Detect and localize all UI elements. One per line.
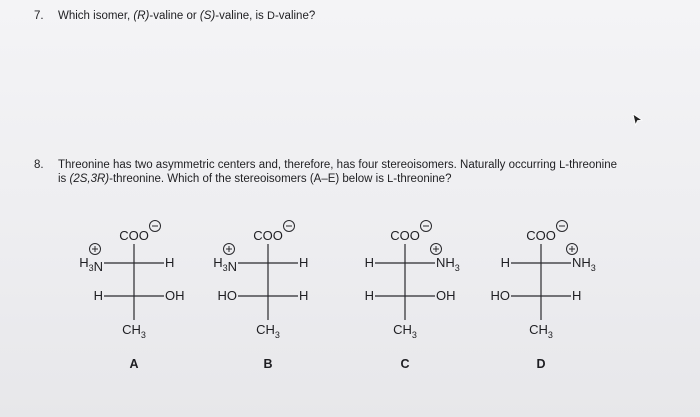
structure-a bbox=[79, 221, 184, 372]
row1-right-substituent: $NH_3$ bbox=[436, 255, 460, 273]
negative-charge-icon bbox=[150, 221, 161, 232]
row1-left-substituent: $H_3N$ bbox=[213, 255, 237, 274]
row1-right-substituent: $NH_3$ bbox=[572, 255, 596, 273]
row2-right-substituent: H bbox=[299, 288, 309, 303]
structure-c bbox=[365, 221, 460, 372]
methyl-label: $CH_3$ bbox=[393, 322, 417, 340]
row2-left-substituent: HO bbox=[217, 288, 237, 303]
question-8-line-2: is (2S,3R)-threonine. Which of the stereoisomers (A–E) below is L-threonine? bbox=[58, 173, 452, 185]
carboxylate-label: COO bbox=[526, 228, 556, 243]
question-8-line-1: 8. Threonine has two asymmetric centers and, therefore, has four stereoisomers. Naturally occurring L-threonine bbox=[34, 159, 618, 171]
row2-left-substituent: H bbox=[364, 288, 374, 303]
negative-charge-icon bbox=[421, 221, 432, 232]
row2-right-substituent: OH bbox=[436, 288, 456, 303]
positive-charge-icon bbox=[90, 244, 101, 255]
carboxylate-label: COO bbox=[390, 228, 420, 243]
row1-left-substituent: H bbox=[364, 255, 374, 270]
positive-charge-icon bbox=[567, 244, 578, 255]
question-8-number: 8. bbox=[34, 159, 44, 171]
question-7-text: Which isomer, (R)-valine or (S)-valine, is D-valine? bbox=[58, 10, 316, 22]
structure-d bbox=[491, 221, 596, 372]
positive-charge-icon bbox=[224, 244, 235, 255]
methyl-label: $CH_3$ bbox=[122, 322, 146, 340]
row2-right-substituent: OH bbox=[165, 288, 185, 303]
row1-right-substituent: H bbox=[165, 255, 175, 270]
row2-left-substituent: H bbox=[93, 288, 103, 303]
negative-charge-icon bbox=[284, 221, 295, 232]
carboxylate-label: COO bbox=[119, 228, 149, 243]
question-7-number: 7. bbox=[34, 10, 44, 22]
row1-left-substituent: H bbox=[500, 255, 510, 270]
structure-letter: D bbox=[536, 357, 546, 371]
carboxylate-label: COO bbox=[253, 228, 283, 243]
negative-charge-icon bbox=[557, 221, 568, 232]
structure-letter: B bbox=[263, 357, 273, 371]
row2-right-substituent: H bbox=[572, 288, 582, 303]
row1-left-substituent: $H_3N$ bbox=[79, 255, 103, 274]
positive-charge-icon bbox=[431, 244, 442, 255]
structure-letter: C bbox=[400, 357, 410, 371]
row2-left-substituent: HO bbox=[490, 288, 510, 303]
structure-b bbox=[213, 221, 308, 372]
row1-right-substituent: H bbox=[299, 255, 309, 270]
methyl-label: $CH_3$ bbox=[529, 322, 553, 340]
methyl-label: $CH_3$ bbox=[256, 322, 280, 340]
structure-letter: A bbox=[129, 357, 139, 371]
